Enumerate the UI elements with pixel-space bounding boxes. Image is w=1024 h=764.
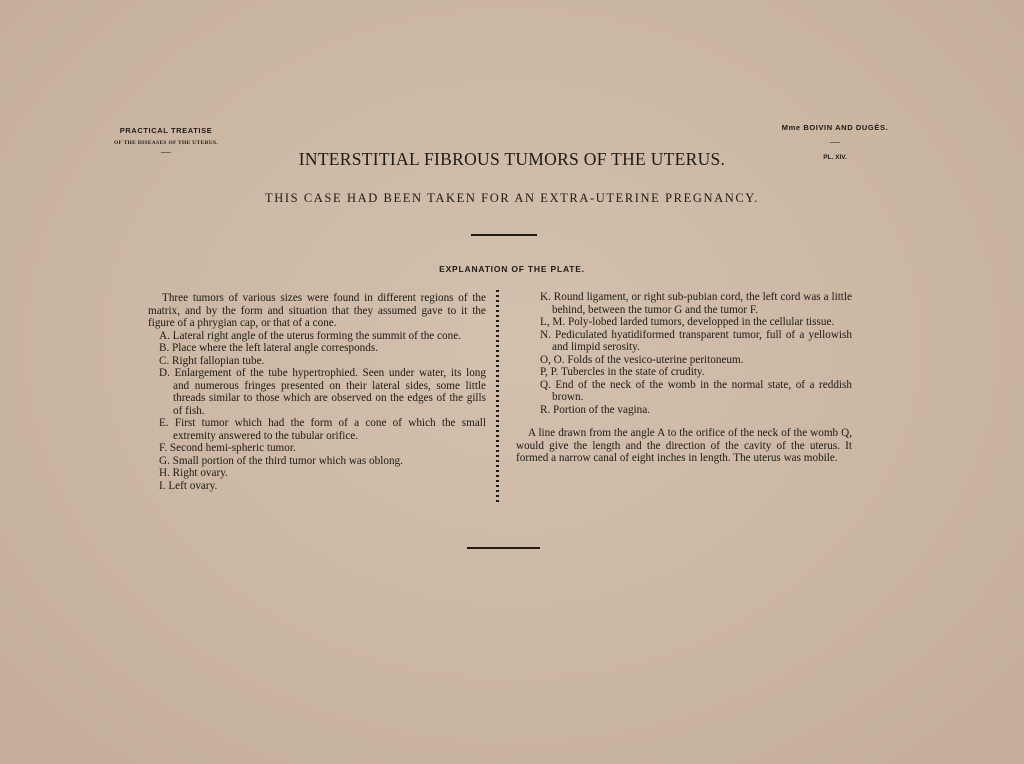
list-item: B. Place where the left lateral angle corresponds. — [159, 342, 378, 354]
list-item: L, M. Poly-lobed larded tumors, developped in the cellular tissue. — [540, 316, 835, 328]
list-item: D. Enlargement of the tube hypertrophied. Seen under water, its long and numerous fringes presented on their lateral sides, some little threads similar to those which are observed on the edges of the gills of fish. — [159, 367, 486, 417]
header-left-dash: — — [161, 147, 171, 158]
header-right-dash: — — [830, 137, 840, 148]
list-item: A. Lateral right angle of the uterus forming the summit of the cone. — [159, 329, 461, 342]
list-item: R. Portion of the vagina. — [540, 403, 650, 416]
book-title: PRACTICAL TREATISE — [119, 126, 213, 135]
page-title: INTERSTITIAL FIBROUS TUMORS OF THE UTERUS. — [298, 149, 726, 169]
book-authors: Mme BOIVIN AND DUGÈS. — [781, 123, 889, 132]
list-item: Q. End of the neck of the womb in the normal state, of a reddish brown. — [540, 378, 852, 403]
right-column — [516, 291, 852, 465]
column-divider — [496, 290, 499, 504]
bottom-rule — [467, 547, 540, 549]
explanation-heading: EXPLANATION OF THE PLATE. — [439, 264, 585, 274]
list-item: E. First tumor which had the form of a cone of which the small extremity answered to the tubular orifice. — [159, 417, 486, 442]
list-item: C. Right fallopian tube. — [159, 354, 265, 367]
list-item: K. Round ligament, or right sub-pubian cord, the left cord was a little behind, between the tumor G and the tumor F. — [540, 291, 852, 316]
page-subtitle: THIS CASE HAD BEEN TAKEN FOR AN EXTRA-UTERINE PREGNANCY. — [264, 191, 760, 205]
list-item: N. Pediculated hyatidiformed transparent tumor, full of a yellowish and limpid serosity. — [540, 328, 852, 353]
plate-number: PL. XIV. — [823, 154, 847, 161]
list-item: F. Second hemi-spheric tumor. — [159, 442, 296, 454]
closing-paragraph: A line drawn from the angle A to the orifice of the neck of the womb Q, would give the length and the direction of the cavity of the uterus. It formed a narrow canal of eight inches in length. The uterus was mobile. — [516, 427, 852, 464]
list-item: P, P. Tubercles in the state of crudity. — [540, 366, 705, 378]
intro-paragraph: Three tumors of various sizes were found in different regions of the matrix, and by the form and situation that they assumed gave to it the figure of a phrygian cap, or that of a cone. — [148, 292, 486, 329]
list-item: I. Left ovary. — [159, 479, 218, 492]
list-item: G. Small portion of the third tumor which was oblong. — [159, 454, 403, 467]
top-rule — [471, 234, 537, 236]
book-subtitle: OF THE DISEASES OF THE UTERUS. — [113, 140, 219, 146]
list-item: O, O. Folds of the vesico-uterine peritoneum. — [540, 353, 744, 366]
left-column — [148, 292, 486, 492]
list-item: H. Right ovary. — [159, 467, 228, 479]
